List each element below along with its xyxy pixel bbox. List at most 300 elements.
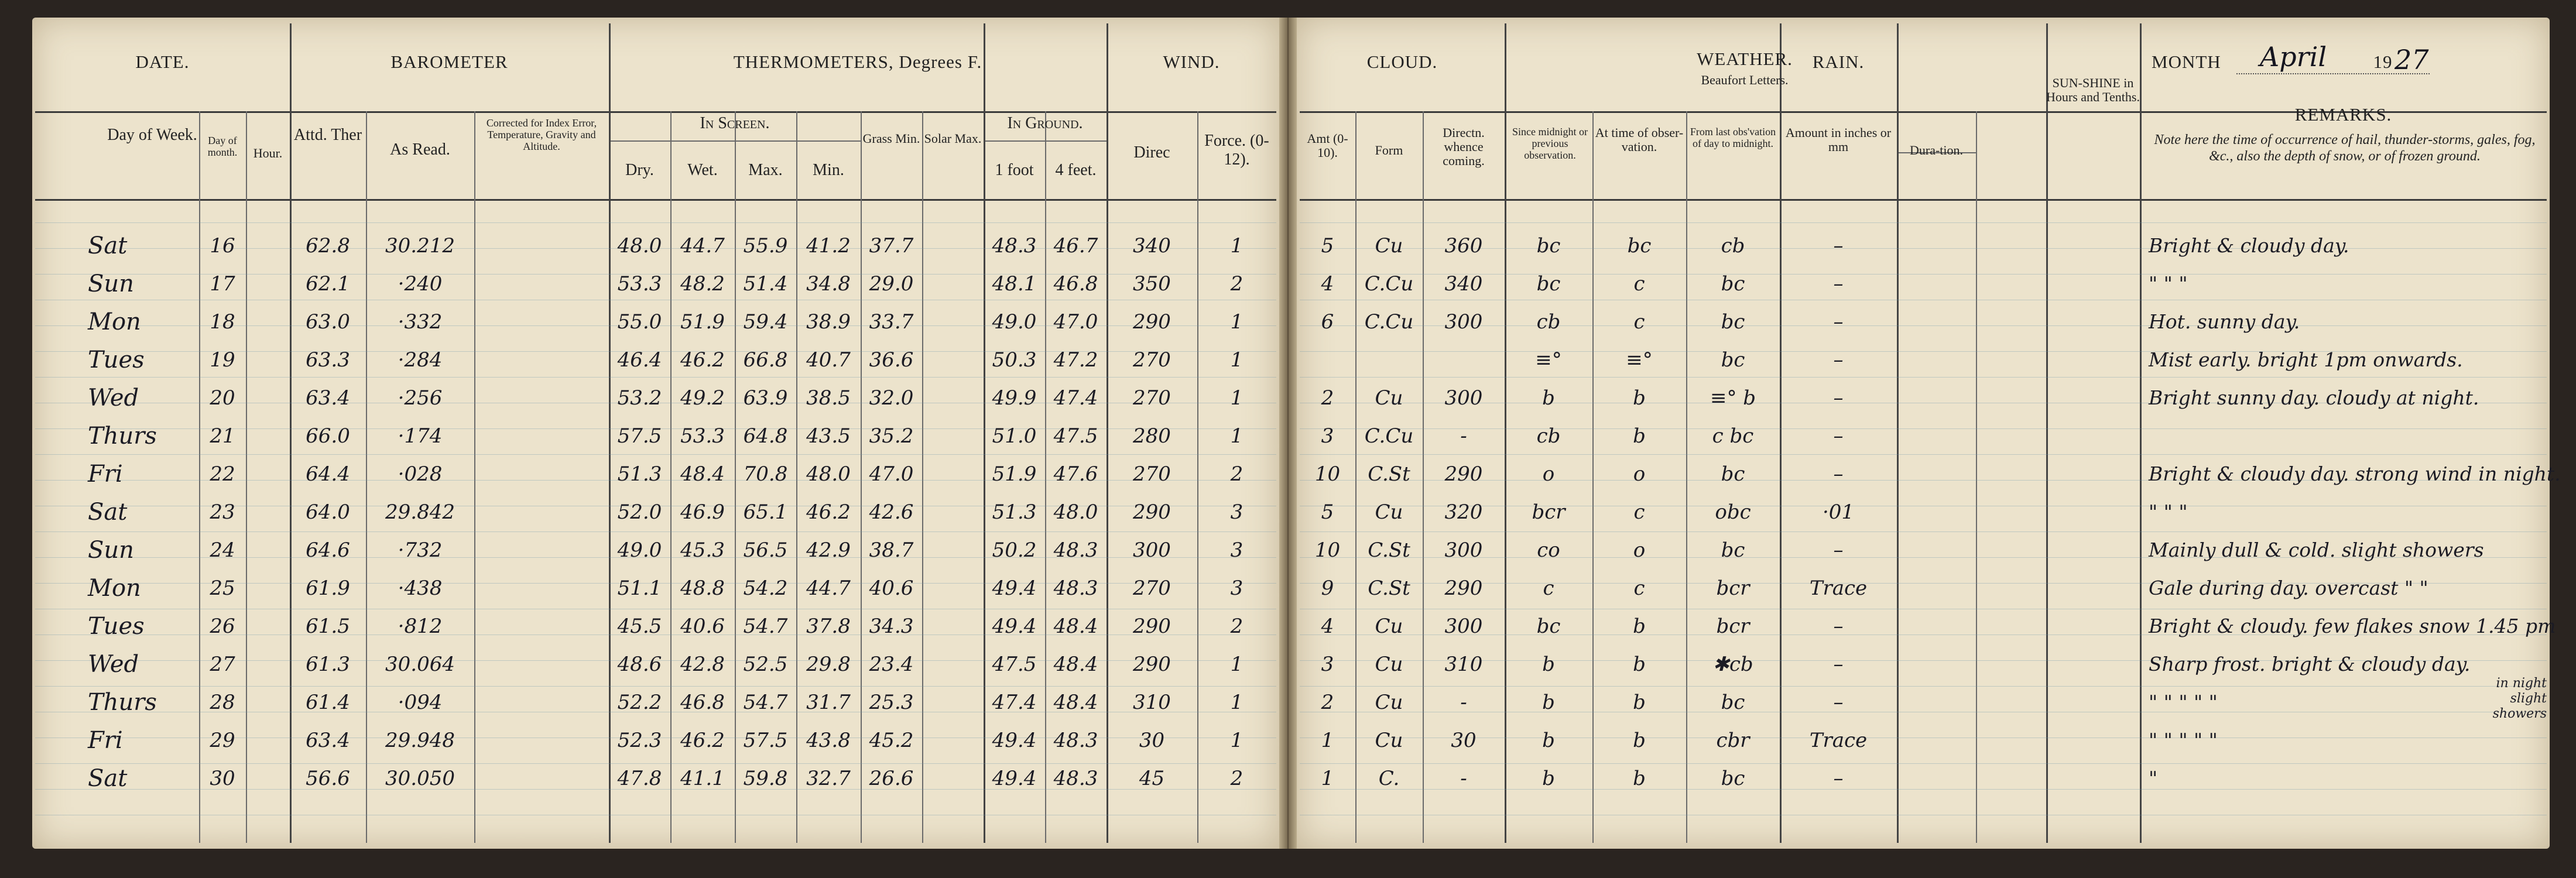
left-row-1-date: 16	[210, 234, 235, 258]
row-guide	[35, 763, 1276, 764]
left-row-3-day: Mon	[88, 308, 141, 335]
left-row-3-ft1: 49.0	[992, 310, 1037, 334]
left-row-10-date: 25	[210, 577, 235, 600]
since-midnight-header: Since midnight or previous observation.	[1512, 126, 1588, 161]
left-row-8-wet: 46.9	[680, 500, 725, 524]
right-row-5-at: b	[1633, 386, 1646, 410]
left-row-1-force: 1	[1230, 234, 1244, 258]
right-row-12-since: b	[1542, 653, 1555, 676]
left-row-8-max: 65.1	[743, 500, 788, 524]
left-row-6-max: 64.8	[743, 424, 788, 448]
remarks-header: REMARKS.	[2294, 104, 2392, 125]
left-row-10-max: 54.2	[743, 577, 788, 600]
left-row-15-attd: 56.6	[306, 767, 350, 790]
left-row-8-ft1: 51.3	[992, 500, 1037, 524]
cloud-amount-header: Amt (0-10).	[1307, 131, 1348, 160]
right-row-8-amt: 5	[1321, 500, 1334, 524]
left-row-15-day: Sat	[88, 765, 128, 792]
left-row-9-min: 42.9	[806, 539, 851, 562]
right-row-11-amt: 4	[1321, 615, 1334, 638]
left-row-9-wet: 45.3	[680, 539, 725, 562]
left-row-5-day: Wed	[88, 385, 139, 411]
left-row-12-grass: 23.4	[869, 653, 914, 676]
right-row-11-dir: 300	[1444, 615, 1483, 638]
left-row-11-attd: 61.5	[306, 615, 350, 638]
right-row-12-last: ✱cb	[1712, 653, 1753, 676]
left-row-9-read: ·732	[398, 539, 443, 562]
right-row-15-dir: -	[1460, 767, 1467, 790]
left-row-12-read: 30.064	[385, 653, 455, 676]
right-row-3-remark: Hot. sunny day.	[2149, 310, 2300, 333]
left-row-5-attd: 63.4	[306, 386, 350, 410]
right-row-10-dir: 290	[1444, 577, 1483, 600]
right-row-13-last: bc	[1721, 691, 1745, 714]
left-row-4-max: 66.8	[743, 348, 788, 372]
right-row-3-form: C.Cu	[1364, 310, 1414, 334]
right-row-13-rain: –	[1833, 691, 1844, 714]
left-row-8-day: Sat	[88, 499, 128, 526]
left-row-11-dry: 45.5	[617, 615, 662, 638]
left-row-14-min: 43.8	[806, 729, 851, 752]
right-row-8-form: Cu	[1375, 500, 1403, 524]
left-row-9-dry: 49.0	[617, 539, 662, 562]
right-row-8-rain: ·01	[1822, 500, 1855, 524]
right-row-9-since: co	[1537, 539, 1560, 562]
right-row-8-last: obc	[1715, 500, 1751, 524]
right-row-5-last: ≡° b	[1710, 386, 1756, 410]
right-row-4-at: ≡°	[1626, 348, 1653, 372]
left-row-11-force: 2	[1230, 615, 1244, 638]
left-row-1-dir: 340	[1133, 234, 1171, 258]
right-row-12-remark: Sharp frost. bright & cloudy day.	[2149, 653, 2471, 675]
year-prefix: 19	[2373, 52, 2393, 72]
left-row-8-attd: 64.0	[306, 500, 350, 524]
left-row-15-ft1: 49.4	[992, 767, 1037, 790]
row-guide	[35, 222, 1276, 223]
left-row-11-dir: 290	[1133, 615, 1171, 638]
left-row-15-min: 32.7	[806, 767, 851, 790]
left-row-6-ft4: 47.5	[1053, 424, 1098, 448]
right-row-2-at: c	[1633, 272, 1645, 296]
right-row-5-form: Cu	[1375, 386, 1403, 410]
row-guide	[1300, 377, 2547, 378]
right-row-9-at: o	[1633, 539, 1646, 562]
date-group-header: DATE.	[135, 52, 190, 72]
right-row-7-rain: –	[1833, 462, 1844, 486]
column-rule	[922, 111, 923, 843]
right-row-12-dir: 310	[1444, 653, 1483, 676]
left-row-2-wet: 48.2	[680, 272, 725, 296]
right-row-3-amt: 6	[1321, 310, 1334, 334]
right-row-6-at: b	[1633, 424, 1646, 448]
right-row-11-form: Cu	[1375, 615, 1403, 638]
right-row-4-rain: –	[1833, 348, 1844, 372]
left-row-3-max: 59.4	[743, 310, 788, 334]
left-row-1-max: 55.9	[743, 234, 788, 258]
left-row-13-force: 1	[1230, 691, 1244, 714]
wind-force-header: Force. (0-12).	[1204, 132, 1269, 169]
left-row-1-attd: 62.8	[306, 234, 350, 258]
right-row-8-since: bcr	[1532, 500, 1566, 524]
left-row-7-day: Fri	[88, 461, 123, 488]
left-row-10-ft1: 49.4	[992, 577, 1037, 600]
right-row-15-last: bc	[1721, 767, 1745, 790]
right-row-10-amt: 9	[1321, 577, 1334, 600]
right-row-15-form: C.	[1378, 767, 1400, 790]
right-row-6-rain: –	[1833, 424, 1844, 448]
row-guide	[1300, 763, 2547, 764]
max-header: Max.	[748, 161, 783, 179]
right-row-13-since: b	[1542, 691, 1555, 714]
left-row-5-ft1: 49.9	[992, 386, 1037, 410]
right-row-8-at: c	[1633, 500, 1645, 524]
left-row-9-attd: 64.6	[306, 539, 350, 562]
left-row-9-max: 56.5	[743, 539, 788, 562]
left-row-12-dry: 48.6	[617, 653, 662, 676]
left-row-7-date: 22	[210, 462, 235, 486]
as-read-header: As Read.	[390, 140, 450, 159]
left-row-6-day: Thurs	[88, 423, 157, 450]
wind-group-header: WIND.	[1163, 52, 1220, 72]
left-row-13-attd: 61.4	[306, 691, 350, 714]
left-row-10-ft4: 48.3	[1053, 577, 1098, 600]
left-row-15-dir: 45	[1139, 767, 1165, 790]
left-row-6-grass: 35.2	[869, 424, 914, 448]
left-row-4-attd: 63.3	[306, 348, 350, 372]
left-row-11-ft4: 48.4	[1053, 615, 1098, 638]
day-of-month-header: Day of month.	[207, 135, 238, 158]
row-guide	[35, 377, 1276, 378]
right-row-13-amt: 2	[1321, 691, 1334, 714]
left-row-2-read: ·240	[398, 272, 443, 296]
min-header: Min.	[813, 161, 844, 179]
left-row-4-dir: 270	[1133, 348, 1171, 372]
right-row-9-rain: –	[1833, 539, 1844, 562]
dry-header: Dry.	[625, 161, 654, 179]
left-row-12-dir: 290	[1133, 653, 1171, 676]
left-row-2-force: 2	[1230, 272, 1244, 296]
left-row-10-dry: 51.1	[617, 577, 662, 600]
left-row-3-grass: 33.7	[869, 310, 914, 334]
right-row-2-form: C.Cu	[1364, 272, 1414, 296]
right-row-7-dir: 290	[1444, 462, 1483, 486]
left-row-6-wet: 53.3	[680, 424, 725, 448]
right-row-14-amt: 1	[1321, 729, 1334, 752]
column-rule	[1976, 111, 1977, 843]
left-row-2-attd: 62.1	[306, 272, 350, 296]
left-row-7-ft4: 47.6	[1053, 462, 1098, 486]
left-row-11-grass: 34.3	[869, 615, 914, 638]
right-row-12-amt: 3	[1321, 653, 1334, 676]
right-row-12-at: b	[1633, 653, 1646, 676]
left-row-9-grass: 38.7	[869, 539, 914, 562]
left-row-15-max: 59.8	[743, 767, 788, 790]
thermometers-group-header: THERMOMETERS, Degrees F.	[733, 52, 982, 72]
left-row-2-min: 34.8	[806, 272, 851, 296]
left-row-12-attd: 61.3	[306, 653, 350, 676]
left-row-14-force: 1	[1230, 729, 1244, 752]
weather-subtitle: Beaufort Letters.	[1701, 73, 1789, 87]
cloud-group-header: CLOUD.	[1366, 52, 1438, 72]
left-row-11-min: 37.8	[806, 615, 851, 638]
right-row-14-since: b	[1542, 729, 1555, 752]
left-row-14-dir: 30	[1139, 729, 1165, 752]
left-row-9-force: 3	[1230, 539, 1244, 562]
left-row-5-grass: 32.0	[869, 386, 914, 410]
left-row-8-dir: 290	[1133, 500, 1171, 524]
row-guide	[35, 686, 1276, 687]
left-row-3-wet: 51.9	[680, 310, 725, 334]
solar-max-header: Solar Max.	[924, 131, 982, 146]
right-row-1-form: Cu	[1375, 234, 1403, 258]
left-row-15-dry: 47.8	[617, 767, 662, 790]
remarks-note: Note here the time of occurrence of hail, thunder-storms, gales, fog, &c., also the depth of snow, or of frozen ground.	[2154, 132, 2536, 164]
right-row-3-since: cb	[1536, 310, 1561, 334]
left-row-15-date: 30	[210, 767, 235, 790]
left-row-14-read: 29.948	[385, 729, 455, 752]
left-row-15-grass: 26.6	[869, 767, 914, 790]
right-row-4-last: bc	[1721, 348, 1745, 372]
left-row-12-ft4: 48.4	[1053, 653, 1098, 676]
left-row-7-ft1: 51.9	[992, 462, 1037, 486]
right-row-1-remark: Bright & cloudy day.	[2149, 234, 2349, 257]
cloud-direction-header: Directn. whence coming.	[1443, 125, 1485, 168]
right-row-3-last: bc	[1721, 310, 1745, 334]
left-row-12-date: 27	[210, 653, 235, 676]
right-row-9-dir: 300	[1444, 539, 1483, 562]
corrected-header: Corrected for Index Error, Temperature, Gravity and Altitude.	[486, 117, 597, 152]
left-row-8-min: 46.2	[806, 500, 851, 524]
left-row-2-grass: 29.0	[869, 272, 914, 296]
left-row-6-date: 21	[210, 424, 235, 448]
left-row-1-read: 30.212	[385, 234, 455, 258]
right-row-13-remark: " " " " "	[2149, 691, 2218, 714]
left-row-14-wet: 46.2	[680, 729, 725, 752]
left-row-2-dir: 350	[1133, 272, 1171, 296]
right-row-9-amt: 10	[1314, 539, 1341, 562]
right-row-5-since: b	[1542, 386, 1555, 410]
left-row-11-date: 26	[210, 615, 235, 638]
left-row-8-force: 3	[1230, 500, 1244, 524]
left-row-7-read: ·028	[398, 462, 443, 486]
left-row-9-ft1: 50.2	[992, 539, 1037, 562]
left-row-6-read: ·174	[398, 424, 443, 448]
left-row-5-ft4: 47.4	[1053, 386, 1098, 410]
right-row-12-form: Cu	[1375, 653, 1403, 676]
left-row-4-min: 40.7	[806, 348, 851, 372]
left-row-4-ft1: 50.3	[992, 348, 1037, 372]
left-row-7-attd: 64.4	[306, 462, 350, 486]
right-row-3-at: c	[1633, 310, 1645, 334]
left-row-13-ft1: 47.4	[992, 691, 1037, 714]
month-label: MONTH	[2152, 52, 2221, 72]
left-row-1-wet: 44.7	[680, 234, 725, 258]
left-row-2-day: Sun	[88, 270, 134, 297]
right-row-5-rain: –	[1833, 386, 1844, 410]
row-guide	[1300, 222, 2547, 223]
grass-min-header: Grass Min.	[862, 131, 920, 146]
right-row-7-at: o	[1633, 462, 1646, 486]
right-row-14-form: Cu	[1375, 729, 1403, 752]
left-row-14-date: 29	[210, 729, 235, 752]
left-row-3-read: ·332	[398, 310, 443, 334]
right-row-1-last: cb	[1721, 234, 1745, 258]
left-row-7-grass: 47.0	[869, 462, 914, 486]
left-row-10-grass: 40.6	[869, 577, 914, 600]
right-row-9-remark: Mainly dull & cold. slight showers	[2149, 539, 2484, 561]
left-row-14-ft1: 49.4	[992, 729, 1037, 752]
cloud-form-header: Form	[1375, 143, 1403, 157]
column-rule	[2140, 23, 2142, 843]
left-row-14-dry: 52.3	[617, 729, 662, 752]
left-row-2-max: 51.4	[743, 272, 788, 296]
row-guide	[1300, 454, 2547, 455]
left-row-1-dry: 48.0	[617, 234, 662, 258]
left-row-13-grass: 25.3	[869, 691, 914, 714]
left-row-10-read: ·438	[398, 577, 443, 600]
right-row-6-since: cb	[1536, 424, 1561, 448]
right-row-13-at: b	[1633, 691, 1646, 714]
left-row-14-ft4: 48.3	[1053, 729, 1098, 752]
right-row-10-at: c	[1633, 577, 1645, 600]
right-row-10-last: bcr	[1716, 577, 1750, 600]
right-row-10-since: c	[1543, 577, 1554, 600]
right-row-5-amt: 2	[1321, 386, 1334, 410]
right-row-7-last: bc	[1721, 462, 1745, 486]
month-value: April	[2260, 41, 2327, 73]
left-row-11-ft1: 49.4	[992, 615, 1037, 638]
left-row-13-dry: 52.2	[617, 691, 662, 714]
left-row-12-wet: 42.8	[680, 653, 725, 676]
left-row-12-max: 52.5	[743, 653, 788, 676]
left-row-13-max: 54.7	[743, 691, 788, 714]
left-row-8-read: 29.842	[385, 500, 455, 524]
right-row-14-last: cbr	[1716, 729, 1750, 752]
one-foot-header: 1 foot	[995, 161, 1034, 179]
left-row-12-force: 1	[1230, 653, 1244, 676]
right-row-9-last: bc	[1721, 539, 1745, 562]
left-row-11-wet: 40.6	[680, 615, 725, 638]
in-screen-header: In Screen.	[700, 114, 770, 132]
rain-amount-header: Amount in inches or mm	[1785, 125, 1892, 154]
left-row-6-dry: 57.5	[617, 424, 662, 448]
left-row-3-force: 1	[1230, 310, 1244, 334]
left-row-6-attd: 66.0	[306, 424, 350, 448]
right-row-2-last: bc	[1721, 272, 1745, 296]
right-row-13-form: Cu	[1375, 691, 1403, 714]
left-row-7-wet: 48.4	[680, 462, 725, 486]
left-row-8-ft4: 48.0	[1053, 500, 1098, 524]
left-row-3-ft4: 47.0	[1053, 310, 1098, 334]
right-row-2-amt: 4	[1321, 272, 1334, 296]
right-row-6-dir: -	[1460, 424, 1467, 448]
left-row-4-date: 19	[210, 348, 235, 372]
right-row-7-amt: 10	[1314, 462, 1341, 486]
header-rule	[1300, 199, 2547, 201]
right-row-15-since: b	[1542, 767, 1555, 790]
row-guide	[1300, 531, 2547, 532]
left-row-3-date: 18	[210, 310, 235, 334]
four-feet-header: 4 feet.	[1055, 161, 1097, 179]
left-row-1-ft1: 48.3	[992, 234, 1037, 258]
right-row-15-at: b	[1633, 767, 1646, 790]
right-row-10-remark: Gale during day. overcast " "	[2149, 577, 2428, 599]
left-row-15-read: 30.050	[385, 767, 455, 790]
right-row-7-form: C.St	[1368, 462, 1410, 486]
margin-note: in night slight showers	[2492, 676, 2547, 721]
right-row-10-form: C.St	[1368, 577, 1410, 600]
left-row-6-min: 43.5	[806, 424, 851, 448]
left-row-12-ft1: 47.5	[992, 653, 1037, 676]
right-row-3-dir: 300	[1444, 310, 1483, 334]
left-row-9-day: Sun	[88, 537, 134, 564]
left-row-6-ft1: 51.0	[992, 424, 1037, 448]
left-row-11-day: Tues	[88, 613, 145, 640]
right-row-6-last: c bc	[1712, 424, 1754, 448]
rain-group-header: RAIN.	[1812, 52, 1865, 72]
from-last-header: From last obs'vation of day to midnight.	[1690, 126, 1776, 149]
day-of-week-header: Day of Week.	[107, 126, 197, 144]
weather-group-header: WEATHER.	[1697, 49, 1793, 69]
right-row-11-since: bc	[1536, 615, 1561, 638]
left-row-10-min: 44.7	[806, 577, 851, 600]
right-row-5-remark: Bright sunny day. cloudy at night.	[2149, 386, 2479, 409]
left-row-7-dry: 51.3	[617, 462, 662, 486]
right-row-1-rain: –	[1833, 234, 1844, 258]
left-row-14-grass: 45.2	[869, 729, 914, 752]
left-row-13-ft4: 48.4	[1053, 691, 1098, 714]
left-row-1-grass: 37.7	[869, 234, 914, 258]
right-row-8-remark: " " "	[2149, 500, 2188, 523]
left-row-7-max: 70.8	[743, 462, 788, 486]
left-row-9-dir: 300	[1133, 539, 1171, 562]
left-row-4-force: 1	[1230, 348, 1244, 372]
left-row-3-attd: 63.0	[306, 310, 350, 334]
left-row-5-max: 63.9	[743, 386, 788, 410]
right-row-2-since: bc	[1536, 272, 1561, 296]
left-row-3-dry: 55.0	[617, 310, 662, 334]
right-row-15-amt: 1	[1321, 767, 1334, 790]
left-row-12-day: Wed	[88, 651, 139, 678]
left-row-1-min: 41.2	[806, 234, 851, 258]
left-row-2-ft4: 46.8	[1053, 272, 1098, 296]
sunshine-header: SUN-SHINE in Hours and Tenths.	[2046, 76, 2140, 104]
left-row-14-max: 57.5	[743, 729, 788, 752]
left-row-2-dry: 53.3	[617, 272, 662, 296]
right-row-11-last: bcr	[1716, 615, 1750, 638]
right-row-11-remark: Bright & cloudy. few flakes snow 1.45 pm	[2149, 615, 2556, 637]
header-rule	[35, 111, 1276, 113]
left-row-2-ft1: 48.1	[992, 272, 1037, 296]
left-row-5-dir: 270	[1133, 386, 1171, 410]
left-row-4-wet: 46.2	[680, 348, 725, 372]
left-row-4-read: ·284	[398, 348, 443, 372]
row-guide	[1300, 686, 2547, 687]
right-row-2-dir: 340	[1444, 272, 1483, 296]
right-row-15-remark: "	[2149, 767, 2158, 790]
right-row-2-rain: –	[1833, 272, 1844, 296]
right-row-11-at: b	[1633, 615, 1646, 638]
right-row-6-form: C.Cu	[1364, 424, 1414, 448]
right-row-9-form: C.St	[1368, 539, 1410, 562]
right-row-7-remark: Bright & cloudy day. strong wind in night.	[2149, 462, 2561, 485]
left-row-8-date: 23	[210, 500, 235, 524]
left-row-3-dir: 290	[1133, 310, 1171, 334]
barometer-group-header: BAROMETER	[390, 52, 508, 72]
left-row-14-day: Fri	[88, 727, 123, 754]
left-row-4-grass: 36.6	[869, 348, 914, 372]
rain-duration-header: Dura-tion.	[1909, 143, 1964, 157]
